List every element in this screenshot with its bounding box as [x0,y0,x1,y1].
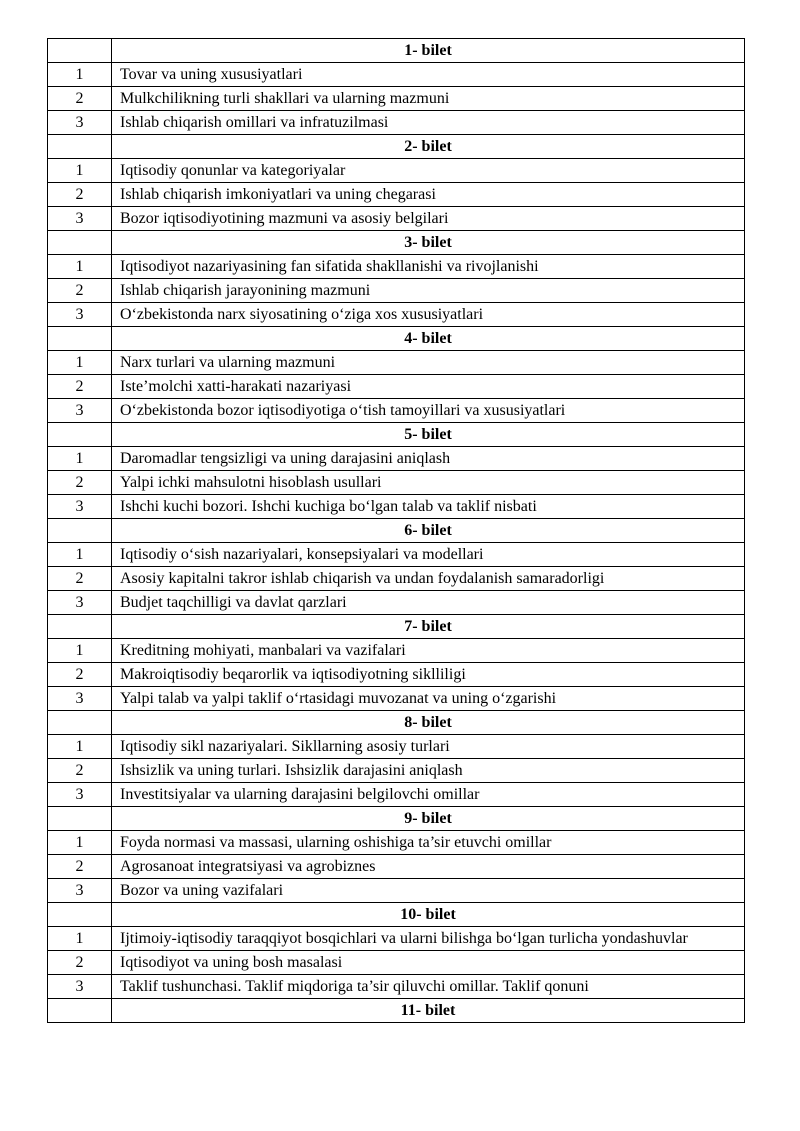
question-number: 3 [48,303,112,327]
question-text: Yalpi ichki mahsulotni hisoblash usullari [112,471,745,495]
ticket-header-number-cell [48,519,112,543]
exam-tickets-table [47,38,745,1023]
question-number: 2 [48,663,112,687]
ticket-title: 5- bilet [112,423,745,447]
question-text: Narx turlari va ularning mazmuni [112,351,745,375]
question-row [48,975,745,999]
ticket-title: 8- bilet [112,711,745,735]
ticket-title: 10- bilet [112,903,745,927]
question-row [48,471,745,495]
question-row [48,735,745,759]
question-text: Bozor iqtisodiyotining mazmuni va asosiy belgilari [112,207,745,231]
question-row [48,927,745,951]
question-row [48,495,745,519]
ticket-header-row [48,615,745,639]
ticket-header-row [48,39,745,63]
question-text: O‘zbekistonda narx siyosatining o‘ziga xos xususiyatlari [112,303,745,327]
question-row [48,447,745,471]
ticket-header-row [48,711,745,735]
question-row [48,303,745,327]
ticket-header-row [48,519,745,543]
question-number: 3 [48,495,112,519]
question-text: Bozor va uning vazifalari [112,879,745,903]
ticket-title: 1- bilet [112,39,745,63]
question-text: Ijtimoiy-iqtisodiy taraqqiyot bosqichlari va ularni bilishga bo‘lgan turlicha yondashuvlar [112,927,745,951]
ticket-title: 9- bilet [112,807,745,831]
ticket-title: 11- bilet [112,999,745,1023]
question-number: 2 [48,183,112,207]
question-text: Taklif tushunchasi. Taklif miqdoriga ta’sir qiluvchi omillar. Taklif qonuni [112,975,745,999]
ticket-header-number-cell [48,231,112,255]
question-text: Investitsiyalar va ularning darajasini belgilovchi omillar [112,783,745,807]
question-text: Iqtisodiyot nazariyasining fan sifatida shakllanishi va rivojlanishi [112,255,745,279]
question-row [48,879,745,903]
question-number: 1 [48,351,112,375]
question-text: Ishlab chiqarish imkoniyatlari va uning chegarasi [112,183,745,207]
question-row [48,351,745,375]
ticket-title: 4- bilet [112,327,745,351]
question-row [48,687,745,711]
ticket-header-number-cell [48,423,112,447]
question-row [48,591,745,615]
question-text: O‘zbekistonda bozor iqtisodiyotiga o‘tish tamoyillari va xususiyatlari [112,399,745,423]
question-text: Ishsizlik va uning turlari. Ishsizlik darajasini aniqlash [112,759,745,783]
question-text: Agrosanoat integratsiyasi va agrobiznes [112,855,745,879]
ticket-header-number-cell [48,807,112,831]
ticket-header-row [48,903,745,927]
question-number: 3 [48,591,112,615]
question-text: Kreditning mohiyati, manbalari va vazifalari [112,639,745,663]
question-row [48,951,745,975]
question-row [48,111,745,135]
ticket-title: 6- bilet [112,519,745,543]
question-row [48,87,745,111]
question-text: Iqtisodiyot va uning bosh masalasi [112,951,745,975]
ticket-header-row [48,807,745,831]
question-number: 1 [48,159,112,183]
question-text: Yalpi talab va yalpi taklif o‘rtasidagi muvozanat va uning o‘zgarishi [112,687,745,711]
question-text: Ishlab chiqarish omillari va infratuzilmasi [112,111,745,135]
question-text: Ishchi kuchi bozori. Ishchi kuchiga bo‘lgan talab va taklif nisbati [112,495,745,519]
ticket-header-number-cell [48,135,112,159]
question-text: Tovar va uning xususiyatlari [112,63,745,87]
question-number: 2 [48,279,112,303]
question-row [48,759,745,783]
question-row [48,831,745,855]
ticket-header-row [48,327,745,351]
question-row [48,855,745,879]
question-row [48,663,745,687]
ticket-header-number-cell [48,711,112,735]
question-row [48,63,745,87]
question-text: Iste’molchi xatti-harakati nazariyasi [112,375,745,399]
question-text: Ishlab chiqarish jarayonining mazmuni [112,279,745,303]
question-text: Iqtisodiy sikl nazariyalari. Sikllarning asosiy turlari [112,735,745,759]
question-number: 2 [48,567,112,591]
question-number: 2 [48,87,112,111]
question-number: 3 [48,399,112,423]
question-number: 2 [48,375,112,399]
question-row [48,279,745,303]
ticket-title: 2- bilet [112,135,745,159]
ticket-header-row [48,423,745,447]
question-number: 3 [48,975,112,999]
ticket-header-number-cell [48,615,112,639]
question-text: Daromadlar tengsizligi va uning darajasini aniqlash [112,447,745,471]
ticket-title: 3- bilet [112,231,745,255]
question-number: 1 [48,927,112,951]
document-page [47,38,744,1023]
question-row [48,375,745,399]
question-number: 1 [48,447,112,471]
question-row [48,159,745,183]
question-number: 3 [48,879,112,903]
question-number: 1 [48,639,112,663]
question-number: 2 [48,471,112,495]
question-number: 2 [48,951,112,975]
ticket-header-row [48,135,745,159]
question-row [48,399,745,423]
ticket-header-number-cell [48,999,112,1023]
question-text: Asosiy kapitalni takror ishlab chiqarish va undan foydalanish samaradorligi [112,567,745,591]
question-row [48,207,745,231]
ticket-header-row [48,999,745,1023]
tickets-table-body [48,39,745,1023]
question-number: 2 [48,855,112,879]
question-row [48,255,745,279]
question-number: 1 [48,543,112,567]
question-number: 2 [48,759,112,783]
question-text: Foyda normasi va massasi, ularning oshishiga ta’sir etuvchi omillar [112,831,745,855]
question-number: 3 [48,783,112,807]
question-number: 3 [48,111,112,135]
question-number: 1 [48,255,112,279]
question-row [48,567,745,591]
question-text: Iqtisodiy o‘sish nazariyalari, konsepsiyalari va modellari [112,543,745,567]
question-text: Budjet taqchilligi va davlat qarzlari [112,591,745,615]
question-number: 3 [48,207,112,231]
ticket-header-row [48,231,745,255]
ticket-header-number-cell [48,39,112,63]
question-row [48,783,745,807]
question-text: Makroiqtisodiy beqarorlik va iqtisodiyotning siklliligi [112,663,745,687]
ticket-header-number-cell [48,903,112,927]
question-row [48,183,745,207]
question-number: 1 [48,735,112,759]
question-number: 3 [48,687,112,711]
ticket-header-number-cell [48,327,112,351]
question-text: Mulkchilikning turli shakllari va ularning mazmuni [112,87,745,111]
question-number: 1 [48,831,112,855]
question-text: Iqtisodiy qonunlar va kategoriyalar [112,159,745,183]
ticket-title: 7- bilet [112,615,745,639]
question-row [48,639,745,663]
question-row [48,543,745,567]
question-number: 1 [48,63,112,87]
